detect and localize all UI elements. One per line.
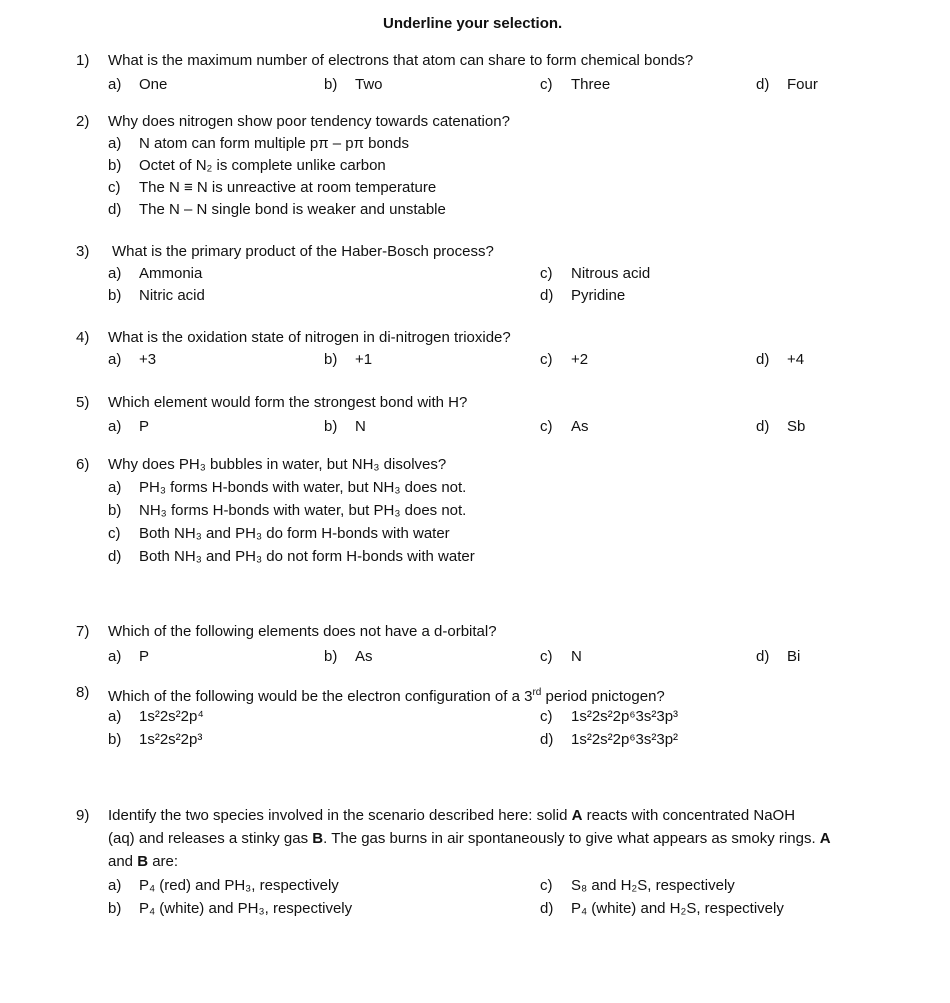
question-2-text: Why does nitrogen show poor tendency towards catenation?: [108, 113, 510, 130]
question-2-option-a-label: a): [108, 135, 122, 152]
question-4-option-d[interactable]: +4: [787, 351, 805, 368]
question-9-option-a-label: a): [108, 877, 122, 894]
question-3-text: What is the primary product of the Haber-Bosch process?: [112, 243, 494, 260]
question-1-option-d[interactable]: Four: [787, 76, 818, 93]
question-8-option-c[interactable]: 1s²2s²2p⁶3s²3p³: [571, 708, 679, 725]
question-8-option-a[interactable]: 1s²2s²2p⁴: [139, 708, 204, 725]
question-8-option-d-label: d): [540, 731, 554, 748]
question-1-option-c-label: c): [540, 76, 553, 93]
question-2-option-c-label: c): [108, 179, 121, 196]
question-4-option-c-label: c): [540, 351, 553, 368]
question-1-option-b-label: b): [324, 76, 338, 93]
question-6-number: 6): [76, 456, 90, 473]
question-1-option-c[interactable]: Three: [571, 76, 611, 93]
question-2-number: 2): [76, 113, 90, 130]
question-8-option-b[interactable]: 1s²2s²2p³: [139, 731, 203, 748]
question-5-option-b[interactable]: N: [355, 418, 366, 435]
question-5-option-c-label: c): [540, 418, 553, 435]
question-8-option-c-label: c): [540, 708, 553, 725]
question-7-text: Which of the following elements does not have a d-orbital?: [108, 623, 497, 640]
question-1-number: 1): [76, 52, 90, 69]
question-4-option-d-label: d): [756, 351, 770, 368]
question-5-number: 5): [76, 394, 90, 411]
question-7-option-c-label: c): [540, 648, 553, 665]
question-9-option-d-label: d): [540, 900, 554, 917]
question-1-option-a-label: a): [108, 76, 122, 93]
question-2-option-b[interactable]: Octet of N₂ is complete unlike carbon: [139, 157, 386, 174]
question-7-option-a-label: a): [108, 648, 122, 665]
question-8-option-a-label: a): [108, 708, 122, 725]
question-1-option-b[interactable]: Two: [355, 76, 383, 93]
question-6-option-b[interactable]: NH₃ forms H-bonds with water, but PH₃ does not.: [139, 502, 467, 519]
page-title: Underline your selection.: [383, 15, 563, 32]
question-3-option-a-label: a): [108, 265, 122, 282]
question-2-option-a[interactable]: N atom can form multiple pπ – pπ bonds: [139, 135, 409, 152]
question-7-option-b-label: b): [324, 648, 338, 665]
question-6-option-d[interactable]: Both NH₃ and PH₃ do not form H-bonds with water: [139, 548, 475, 565]
question-9-text-line3: and B are:: [108, 853, 179, 870]
question-1-text: What is the maximum number of electrons that atom can share to form chemical bonds?: [108, 52, 694, 69]
question-6-option-c-label: c): [108, 525, 121, 542]
question-4-option-b-label: b): [324, 351, 338, 368]
question-3-option-c-label: c): [540, 265, 553, 282]
question-7-option-d-label: d): [756, 648, 770, 665]
question-8-text: Which of the following would be the electron configuration of a 3rd period pnictogen?: [108, 687, 665, 705]
question-6-option-c[interactable]: Both NH₃ and PH₃ do form H-bonds with water: [139, 525, 450, 542]
question-2-option-b-label: b): [108, 157, 122, 174]
question-5-option-c[interactable]: As: [571, 418, 589, 435]
question-3-option-d[interactable]: Pyridine: [571, 287, 626, 304]
question-9-text-line2: (aq) and releases a stinky gas B. The gas burns in air spontaneously to give what appears as smoky rings. A: [108, 830, 831, 847]
question-8-option-d[interactable]: 1s²2s²2p⁶3s²3p²: [571, 731, 679, 748]
question-9-option-b-label: b): [108, 900, 122, 917]
question-3-number: 3): [76, 243, 90, 260]
question-6-text: Why does PH₃ bubbles in water, but NH₃ disolves?: [108, 456, 447, 473]
question-6-option-a-label: a): [108, 479, 122, 496]
question-9-text-line1: Identify the two species involved in the scenario described here: solid A reacts with concentrated NaOH: [108, 807, 796, 824]
question-5-option-d-label: d): [756, 418, 770, 435]
question-4-option-a[interactable]: +3: [139, 351, 157, 368]
question-9-number: 9): [76, 807, 90, 824]
question-1-option-d-label: d): [756, 76, 770, 93]
question-9-option-a[interactable]: P₄ (red) and PH₃, respectively: [139, 877, 339, 894]
question-4-option-a-label: a): [108, 351, 122, 368]
question-5-option-d[interactable]: Sb: [787, 418, 806, 435]
question-3-option-b-label: b): [108, 287, 122, 304]
question-9-option-c[interactable]: S₈ and H₂S, respectively: [571, 877, 735, 894]
question-5-text: Which element would form the strongest bond with H?: [108, 394, 468, 411]
question-7-option-c[interactable]: N: [571, 648, 582, 665]
question-5-option-a[interactable]: P: [139, 418, 150, 435]
question-9-option-c-label: c): [540, 877, 553, 894]
question-4-text: What is the oxidation state of nitrogen in di-nitrogen trioxide?: [108, 329, 511, 346]
question-5-option-a-label: a): [108, 418, 122, 435]
question-9-option-d[interactable]: P₄ (white) and H₂S, respectively: [571, 900, 784, 917]
question-1-option-a[interactable]: One: [139, 76, 168, 93]
question-4-number: 4): [76, 329, 90, 346]
question-2-option-d-label: d): [108, 201, 122, 218]
question-8-option-b-label: b): [108, 731, 122, 748]
question-3-option-b[interactable]: Nitric acid: [139, 287, 205, 304]
question-6-option-a[interactable]: PH₃ forms H-bonds with water, but NH₃ does not.: [139, 479, 467, 496]
question-7-number: 7): [76, 623, 90, 640]
question-3-option-d-label: d): [540, 287, 554, 304]
question-3-option-a[interactable]: Ammonia: [139, 265, 203, 282]
question-2-option-d[interactable]: The N – N single bond is weaker and unstable: [139, 201, 446, 218]
question-6-option-d-label: d): [108, 548, 122, 565]
question-7-option-d[interactable]: Bi: [787, 648, 801, 665]
question-9-option-b[interactable]: P₄ (white) and PH₃, respectively: [139, 900, 353, 917]
question-3-option-c[interactable]: Nitrous acid: [571, 265, 651, 282]
question-7-option-a[interactable]: P: [139, 648, 150, 665]
question-4-option-c[interactable]: +2: [571, 351, 589, 368]
question-5-option-b-label: b): [324, 418, 338, 435]
question-2-option-c[interactable]: The N ≡ N is unreactive at room temperature: [139, 179, 437, 196]
question-6-option-b-label: b): [108, 502, 122, 519]
question-4-option-b[interactable]: +1: [355, 351, 373, 368]
question-7-option-b[interactable]: As: [355, 648, 373, 665]
question-8-number: 8): [76, 684, 90, 701]
